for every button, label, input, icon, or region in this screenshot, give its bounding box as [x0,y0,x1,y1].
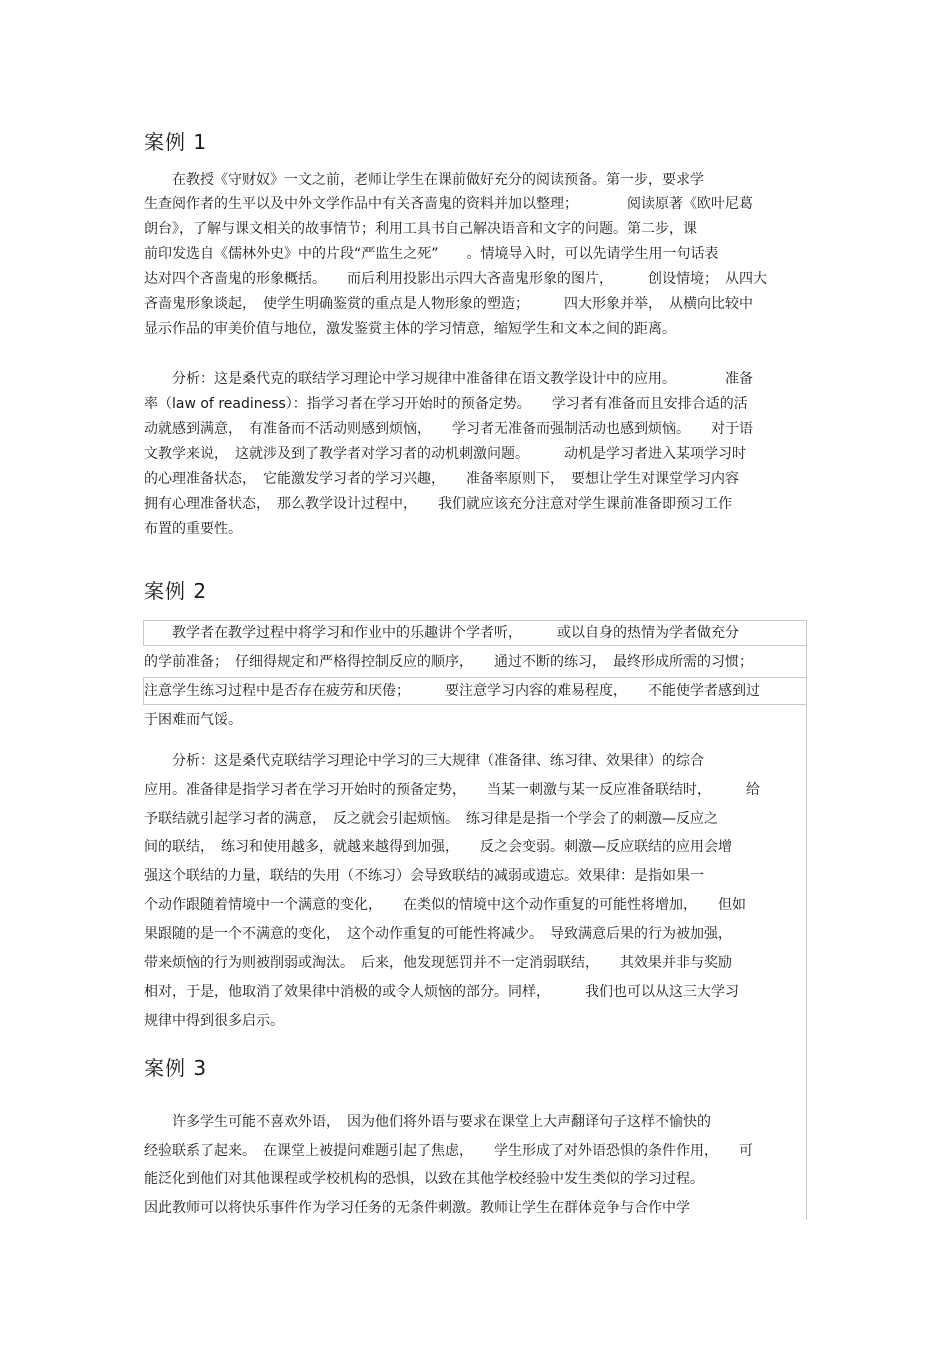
case2-line: 注意学生练习过程中是否存在疲劳和厌倦； 要注意学习内容的难易程度， 不能使学者感到过 [144,683,760,699]
case2-analysis-line: 个动作跟随着情境中一个满意的变化， 在类似的情境中这个动作重复的可能性将增加， 但如 [144,897,746,913]
case1-analysis-line: 拥有心理准备状态， 那么教学设计过程中， 我们就应该充分注意对学生课前准备即预习工作 [144,496,732,512]
case1-analysis-line: 的心理准备状态， 它能激发学习者的学习兴趣， 准备率原则下， 要想让学生对课堂学习内容 [144,471,739,487]
case3-heading: 案例 3 [144,1056,208,1080]
case1-line: 吝啬鬼形象谈起， 使学生明确鉴赏的重点是人物形象的塑造； 四大形象并举， 从横向比较中 [144,296,753,312]
case3-line: 因此教师可以将快乐事件作为学习任务的无条件刺激。教师让学生在群体竞争与合作中学 [144,1200,690,1216]
case3-line: 许多学生可能不喜欢外语， 因为他们将外语与要求在课堂上大声翻译句子这样不愉快的 [144,1114,711,1130]
case1-analysis-line: 率（law of readiness）：指学习者在学习开始时的预备定势。 学习者有准备而且安排合适的活 [144,396,748,412]
case1-line: 朗台》，了解与课文相关的故事情节；利用工具书自己解决语音和文字的问题。第二步，课 [144,221,697,237]
case2-analysis-line: 强这个联结的力量，联结的失用（不练习）会导致联结的减弱或遗忘。效果律：是指如果一 [144,868,704,884]
case2-line: 教学者在教学过程中将学习和作业中的乐趣讲个学者听， 或以自身的热情为学者做充分 [144,625,739,641]
case2-line: 于困难而气馁。 [144,712,242,728]
case1-analysis-line: 分析：这是桑代克的联结学习理论中学习规律中准备律在语文教学设计中的应用。 准备 [144,371,753,387]
case3-line: 能泛化到他们对其他课程或学校机构的恐惧，以致在其他学校经验中发生类似的学习过程。 [144,1171,704,1187]
case1-line: 生查阅作者的生平以及中外文学作品中有关吝啬鬼的资料并加以整理； 阅读原著《欧叶尼葛 [144,196,753,212]
case1-analysis-line: 文教学来说， 这就涉及到了教学者对学习者的动机刺激问题。 动机是学习者进入某项学习时 [144,446,746,462]
case1-analysis-line: 动就感到满意， 有准备而不活动则感到烦恼， 学习者无准备而强制活动也感到烦恼。 对于语 [144,421,753,437]
case1-heading: 案例 1 [144,130,208,154]
case1-analysis-line: 布置的重要性。 [144,521,242,537]
case1-line: 达对四个吝啬鬼的形象概括。 而后利用投影出示四大吝啬鬼形象的图片， 创设情境； 从四大 [144,271,767,287]
case1-line: 显示作品的审美价值与地位，激发鉴赏主体的学习情意，缩短学生和文本之间的距离。 [144,321,676,337]
case1-line: 前印发选自《儒林外史》中的片段“严监生之死” 。情境导入时，可以先请学生用一句话表 [144,246,719,262]
case2-analysis-line: 果跟随的是一个不满意的变化， 这个动作重复的可能性将减少。 导致满意后果的行为被加强， [144,926,732,942]
case2-analysis-line: 予联结就引起学习者的满意， 反之就会引起烦恼。 练习律是是指一个学会了的刺激—反应之 [144,811,718,827]
case2-analysis-line: 分析：这是桑代克联结学习理论中学习的三大规律（准备律、练习律、效果律）的综合 [144,753,704,769]
case3-line: 经验联系了起来。 在课堂上被提问难题引起了焦虑， 学生形成了对外语恐惧的条件作用， 可 [144,1143,753,1159]
case2-line: 的学前准备； 仔细得规定和严格得控制反应的顺序， 通过不断的练习， 最终形成所需的习惯； [144,654,753,670]
case1-line: 在教授《守财奴》一文之前，老师让学生在课前做好充分的阅读预备。第一步，要求学 [144,172,704,188]
case2-analysis-line: 带来烦恼的行为则被削弱或淘汰。 后来，他发现惩罚并不一定消弱联结， 其效果并非与奖励 [144,955,732,971]
frame-divider [806,705,807,1220]
case2-analysis-line: 规律中得到很多启示。 [144,1013,284,1029]
case2-analysis-line: 应用。准备律是指学习者在学习开始时的预备定势， 当某一刺激与某一反应准备联结时， 给 [144,782,760,798]
case2-analysis-line: 间的联结， 练习和使用越多，就越来越得到加强， 反之会变弱。刺激—反应联结的应用会增 [144,839,732,855]
case2-analysis-line: 相对，于是，他取消了效果律中消极的或令人烦恼的部分。同样， 我们也可以从这三大学习 [144,984,739,1000]
frame-divider [806,646,807,677]
case2-heading: 案例 2 [144,579,208,603]
